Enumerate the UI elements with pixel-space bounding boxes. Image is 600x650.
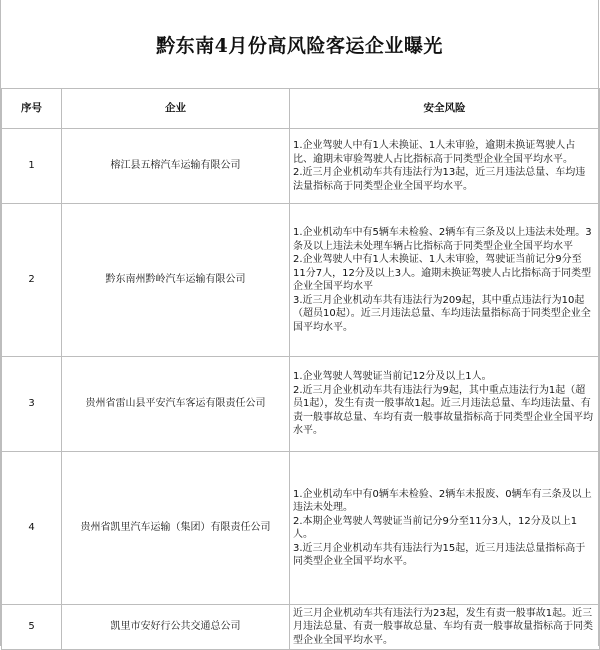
- risk-item: 1.企业机动车中有0辆车未检验、2辆车未报废、0辆车有三条及以上违法未处理。: [293, 488, 592, 513]
- table-row: [2, 204, 600, 357]
- risk-cell: [290, 452, 600, 605]
- risk-item: 2.近三月企业机动车共有违法行为13起，近三月违法总量、车均违法量指标高于同类型企业全国平均水平。: [293, 167, 586, 192]
- header-number: 序号: [2, 89, 62, 129]
- header-enterprise: 企业: [62, 89, 290, 129]
- risk-item: 近三月企业机动车共有违法行为23起，发生有责一般事故1起。近三月违法总量、有责一般事故总量、车均有责一般事故量指标高于同类型企业全国平均水平。: [293, 607, 593, 646]
- row-number: 1: [2, 129, 62, 204]
- enterprise-name: 黔东南州黔岭汽车运输有限公司: [62, 204, 290, 357]
- enterprise-name: 贵州省凯里汽车运输（集团）有限责任公司: [62, 452, 290, 605]
- risk-item: 2.近三月企业机动车共有违法行为9起，其中重点违法行为1起（超员1起），发生有责一般事故1起。近三月违法总量、车均违法量、有责一般事故总量、车均有责一般事故量指标高于同类型企业全国平均水平。: [293, 384, 593, 437]
- risk-item: 1.企业机动车中有5辆车未检验、2辆车有三条及以上违法未处理。3条及以上违法未处理车辆占比指标高于同类型企业全国平均水平: [293, 227, 592, 252]
- enterprise-name: 贵州省雷山县平安汽车客运有限责任公司: [62, 357, 290, 452]
- risk-item: 3.近三月企业机动车共有违法行为209起，其中重点违法行为10起（超员10起）。近三月违法总量、车均违法量指标高于同类型企业全国平均水平。: [293, 294, 591, 333]
- row-number: 4: [2, 452, 62, 605]
- risk-item: 3.近三月企业机动车共有违法行为15起，近三月违法总量指标高于同类型企业全国平均水平。: [293, 542, 586, 567]
- risk-item: 2.本期企业驾驶人驾驶证当前记分9分至11分3人，12分及以上1人。: [293, 515, 578, 540]
- risk-cell: [290, 204, 600, 357]
- table-row: [2, 357, 600, 452]
- risk-cell: [290, 357, 600, 452]
- row-number: 2: [2, 204, 62, 357]
- enterprise-name: 榕江县五榕汽车运输有限公司: [62, 129, 290, 204]
- table-header-row: [2, 89, 600, 129]
- row-number: 5: [2, 605, 62, 650]
- risk-table: [1, 88, 600, 650]
- enterprise-name: 凯里市安好行公共交通总公司: [62, 605, 290, 650]
- risk-item: 2.企业驾驶人中有1人未换证、1人未审验，驾驶证当前记分9分至11分7人，12分及以上3人。逾期未换证驾驶人占比指标高于同类型企业全国平均水平: [293, 254, 592, 292]
- risk-cell: [290, 129, 600, 204]
- table-row: [2, 452, 600, 605]
- risk-cell: [290, 605, 600, 650]
- header-risk: 安全风险: [290, 89, 600, 129]
- risk-item: 1.企业驾驶人驾驶证当前记12分及以上1人。: [293, 371, 492, 383]
- table-row: [2, 129, 600, 204]
- risk-item: 1.企业驾驶人中有1人未换证、1人未审验，逾期未换证驾驶人占比、逾期未审验驾驶人占比指标高于同类型企业全国平均水平。: [293, 140, 576, 165]
- table-row: [2, 605, 600, 650]
- page-title: 黔东南4月份高风险客运企业曝光: [156, 34, 443, 57]
- row-number: 3: [2, 357, 62, 452]
